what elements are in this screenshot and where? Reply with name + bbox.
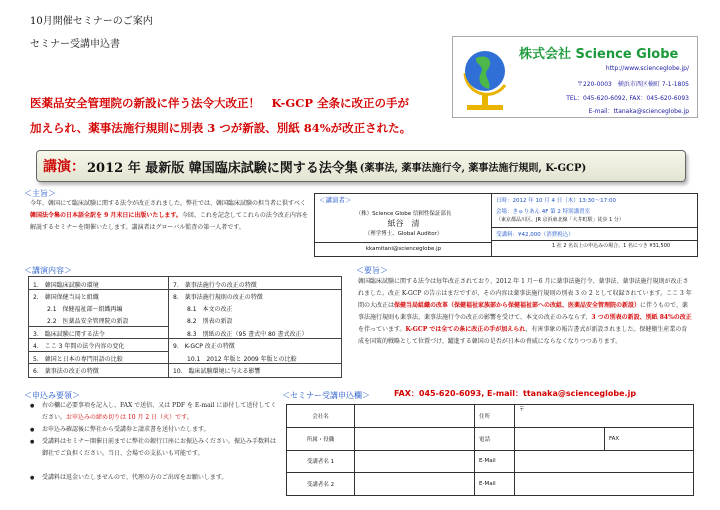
- purpose-text: [30, 198, 308, 234]
- company-label: 会社名: [287, 405, 355, 428]
- email1-label: E-Mail: [475, 450, 515, 473]
- content-item: 9. K-GCP 改正の特徴: [173, 343, 235, 350]
- banner-main-title: 2012 年 最新版 韓国臨床試験に関する法令集: [87, 160, 358, 176]
- form-heading: ＜セミナー受講申込欄＞: [282, 391, 370, 400]
- content-item: 7. 薬事法施行令の改正の特徴: [173, 282, 257, 289]
- speaker-degree: （理学博士、Global Auditor）: [364, 231, 443, 237]
- address-label: 住所: [475, 405, 515, 428]
- headline-line-2: 加えられ、薬事法施行規則に別表 3 つが新設、別紙 84%が改正された。: [30, 121, 412, 135]
- how-to-apply-heading: ＜申込み要領＞: [24, 391, 80, 400]
- content-item: 8. 薬事法施行規則の改正の特徴: [173, 294, 263, 301]
- content-heading: ＜講演内容＞: [24, 266, 72, 275]
- points-text-b: に伴うもので、薬事法施行規則も薬事法、薬事法施行令の改正の影響を受けて、本文の改正のみならず、: [358, 302, 688, 321]
- speaker-email[interactable]: kkamitani@scienceglobe.jp: [315, 242, 492, 256]
- form-title: セミナー受講申込書: [30, 39, 120, 50]
- dept-input[interactable]: [355, 427, 475, 450]
- address-input[interactable]: [515, 405, 694, 428]
- content-item: 10. 臨床試験環境に与える影響: [173, 368, 261, 375]
- content-item: 8.3 別紙の改正（95 書式中 80 書式改正）: [187, 331, 308, 338]
- purpose-text-a: 今年、韓国にて臨床試験に関する法令が改正されました。弊社では、韓国臨床試験の担当者に供すべく: [30, 200, 306, 207]
- application-form: [286, 404, 694, 496]
- company-email[interactable]: E-mail：ttanaka@scienceglobe.jp: [588, 108, 689, 115]
- how-item: [30, 436, 280, 460]
- how-item-deadline: お申込みの締め切りは 10 月 2 日（火）です。: [66, 414, 193, 421]
- content-item: 2. 韓国保健当局と組織: [33, 294, 99, 301]
- how-item-text: ● 受講料はセミナー開催日前までに弊社の銀行口座にお振込みください。振込み手数料は御社でご負担ください。当日、会場での支払いも可能です。: [42, 438, 277, 457]
- speaker-name: 紙谷 清: [387, 219, 420, 228]
- seminar-date: 日時：2012 年 10 月 4 日（木）13:30～17:00: [496, 198, 616, 204]
- company-box: [452, 36, 698, 118]
- seminar-info-table: [314, 193, 698, 257]
- how-item-text: ● お申込み確認後に弊社から受講券と請求書を送付いたします。: [42, 426, 210, 433]
- form-fax-email: FAX：045-620-6093, E-mail：ttanaka@scienceglobe.jp: [394, 389, 637, 398]
- email2-label: E-Mail: [475, 473, 515, 496]
- email1-input[interactable]: [515, 450, 694, 473]
- points-text-a: 韓国臨床試験に関する法令は毎年改正されており、2012 年 1 月〜6 月に薬事法施行令、薬事法、薬事法施行規則が改正されました。改正 K-GCP の告示はまだですが、その内容は薬事法施行規則の別表 3 の 2 として収録されています。ここ 3 年間の大改正は: [358, 278, 692, 309]
- how-item-text: 右の欄に必要事項を記入し、FAX で送信、又は PDF を E-mail に添付して送付してください。: [42, 402, 277, 421]
- content-item: 8.2 別表の新設: [187, 318, 233, 325]
- purpose-text-highlight: 韓国法令集の日本語全訳を 9 月末日に出版いたします。: [30, 212, 182, 219]
- seminar-venue: 会場：きゅりあん 4F 第 2 特別講習室: [496, 209, 591, 215]
- content-item: 5. 韓国と日本の専門用語の比較: [33, 356, 123, 363]
- attendee1-label: 受講者名 1: [287, 450, 355, 473]
- speaker-label: ＜講演者＞: [319, 196, 352, 204]
- headline-line-1: 医薬品安全管理院の新設に伴う法令大改正！ K-GCP 全条に改正の手が: [30, 96, 410, 110]
- seminar-title-banner: [36, 150, 686, 182]
- content-column-1: [29, 277, 169, 377]
- globe-logo-icon: [459, 43, 511, 113]
- speaker-cell: [315, 194, 492, 256]
- email2-input[interactable]: [515, 473, 694, 496]
- points-text: [358, 276, 692, 348]
- points-heading: ＜要旨＞: [356, 266, 388, 275]
- content-column-2: [169, 277, 341, 377]
- fax-label: FAX: [609, 435, 620, 442]
- attendee2-label: 受講者名 2: [287, 473, 355, 496]
- content-item: 2.1 保健福祉部〜組織再編: [47, 306, 123, 313]
- banner-subtitle: (薬事法, 薬事法施行令, 薬事法施行規則, K-GCP): [359, 162, 587, 174]
- dept-label: 所属・役職: [287, 427, 355, 450]
- attendee2-input[interactable]: [355, 473, 475, 496]
- banner-prefix: 講演：: [43, 159, 85, 175]
- content-item: 3. 臨床試験に関する法令: [33, 331, 105, 338]
- content-item: 10.1 2012 年版と 2009 年版との比較: [187, 356, 297, 363]
- company-input[interactable]: [355, 405, 475, 428]
- postal-mark: 〒: [519, 407, 525, 413]
- tel-input[interactable]: [515, 427, 605, 450]
- content-item: 8.1 本文の改正: [187, 306, 233, 313]
- how-item-text: ● 受講料は返金いたしませんので、代理の方のご出席をお願いします。: [42, 474, 228, 481]
- seminar-fee: 受講料：¥42,000（消費税込）: [492, 227, 697, 241]
- content-item: 4. ここ 3 年間の法令内容の変化: [33, 343, 125, 350]
- how-item: [30, 424, 280, 436]
- purpose-text-b: 今回、これを記念してこれらの法令改正内容を解説するセミナーを開催いたします。講演者はグローバル監査の第一人者です。: [30, 212, 308, 231]
- page-subtitle: 10月開催セミナーのご案内: [30, 16, 153, 27]
- purpose-heading: ＜主旨＞: [24, 189, 56, 198]
- company-name: 株式会社 Science Globe: [519, 47, 679, 62]
- content-item: 6. 薬事法の改正の特徴: [33, 368, 99, 375]
- fax-cell[interactable]: [605, 427, 694, 450]
- seminar-fee-note: 1 社 2 名以上の申込みの場合、1 名につき ¥31,500: [552, 243, 671, 249]
- points-text-d: 、有害事象の報告書式が新設されました。保健衛生産業の育成を国策的戦略として位置づけ、躍進する韓国の是否が日本の脅威にならなくなりつつあります。: [358, 326, 688, 345]
- points-highlight-1: 保健当局組織の改革（保健福祉家族部から保健福祉部への改組、医薬品安全管理院の新設）: [394, 302, 641, 309]
- points-text-c: を伴っています。: [358, 326, 406, 333]
- seminar-venue-detail: （東京都品川区、JR 京浜東北線「大井町駅」徒歩 1 分）: [496, 217, 624, 223]
- content-item: 1. 韓国臨床試験の環境: [33, 282, 99, 289]
- company-address: 〒220-0003 横浜市西区楠町 7-1-1805: [576, 81, 689, 88]
- points-highlight-2: 3 つの別表の新設、別紙 84%の改正: [591, 314, 692, 321]
- points-highlight-3: K-GCP では全ての条に改正の手が加えられ: [405, 326, 526, 333]
- schedule-cell: [492, 194, 697, 256]
- company-tel-fax: TEL：045-620-6092, FAX：045-620-6093: [566, 95, 689, 102]
- attendee1-input[interactable]: [355, 450, 475, 473]
- company-url[interactable]: http://www.scienceglobe.jp/: [605, 65, 689, 72]
- how-item: [30, 472, 280, 484]
- speaker-org: （株）Science Globe 信頼性保証部長: [355, 211, 452, 217]
- content-item: 2.2 医薬品安全管理院の新設: [47, 318, 129, 325]
- tel-label: 電話: [475, 427, 515, 450]
- content-table: [28, 276, 342, 378]
- how-item: [30, 400, 280, 424]
